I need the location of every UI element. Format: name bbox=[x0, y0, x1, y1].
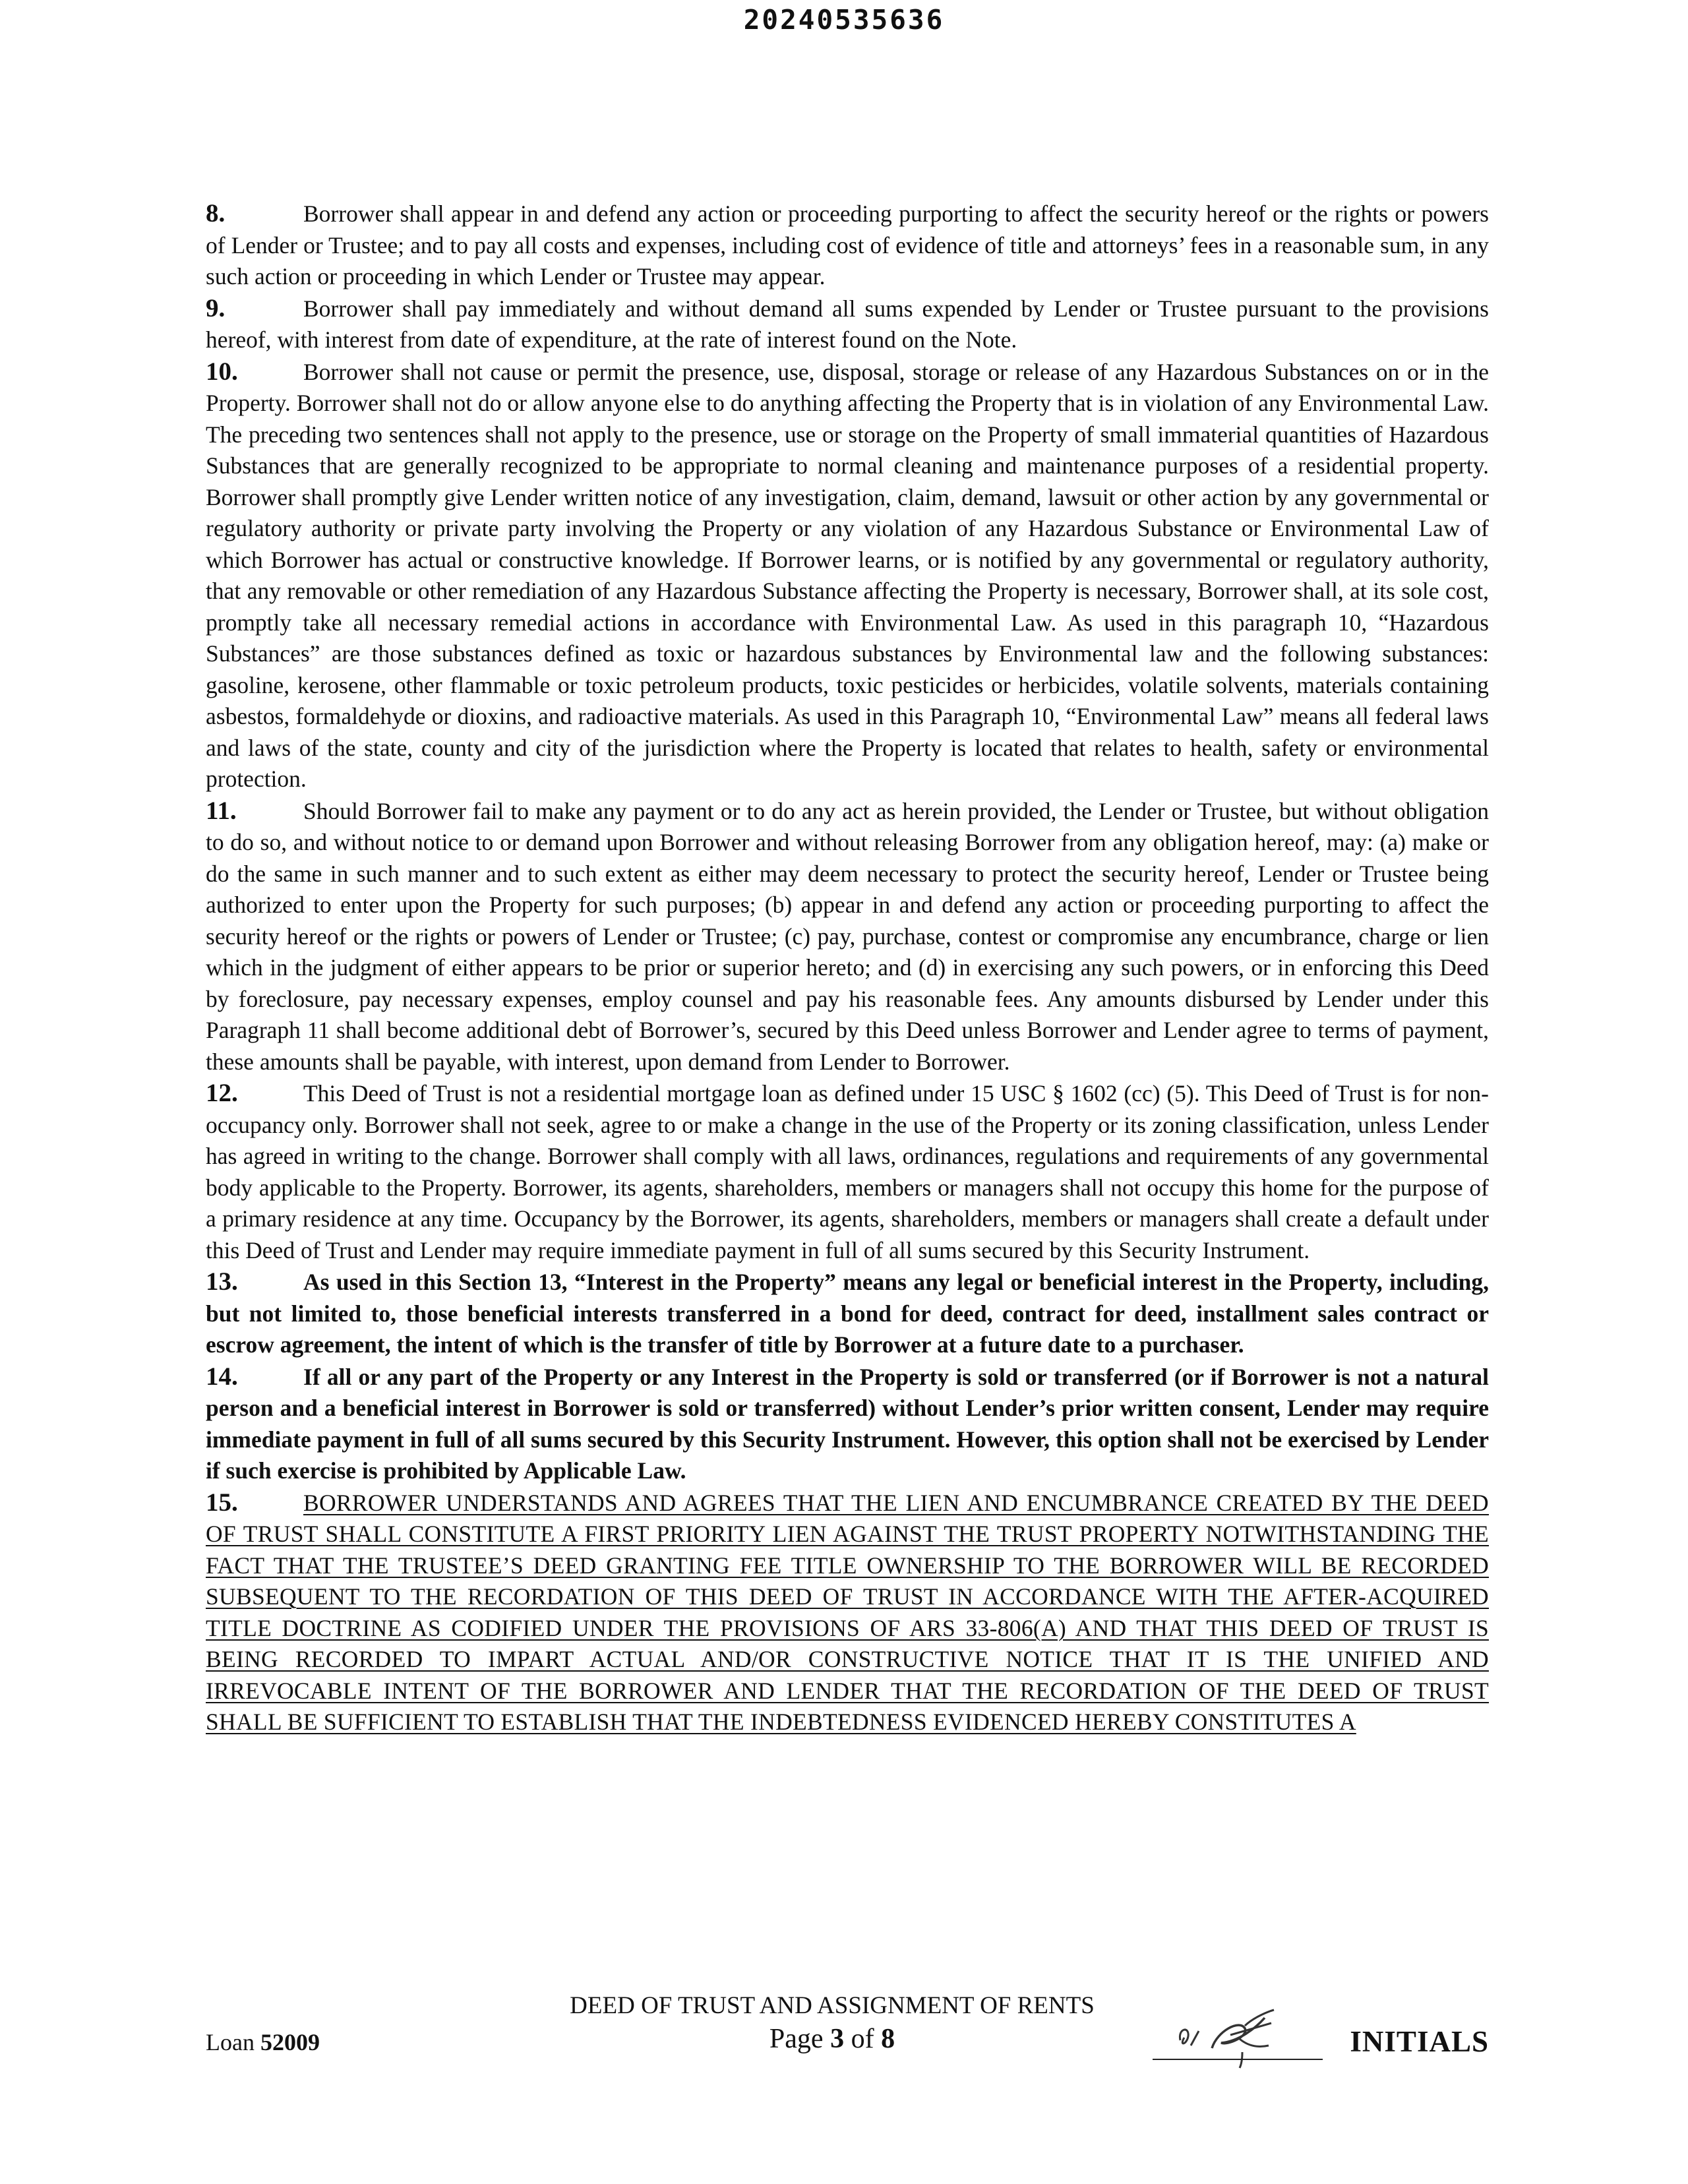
paragraph-number: 11. bbox=[206, 796, 237, 825]
paragraph-text: Should Borrower fail to make any payment or to do any act as herein provided, the Lender or Trustee, but without obligation to do so, and without notice to or demand upon Borrower and without releasing Borrower from any obligation hereof, may: (a) make or do the same in such manner and to such extent as either may deem necessary to protect the security hereof, Lender or Trustee being authorized to enter upon the Property for such purposes; (b) appear in and defend any action or proceeding purporting to affect the security hereof or the rights or powers of Lender or Trustee; (c) pay, purchase, contest or compromise any encumbrance, charge or lien which in the judgment of either appears to be prior or superior hereto; and (d) in exercising any such powers, or in enforcing this Deed by foreclosure, pay necessary expenses, employ counsel and pay his reasonable fees. Any amounts disbursed by Lender under this Paragraph 11 shall become additional debt of Borrower’s, secured by this Deed unless Borrower and Lender agree to terms of payment, these amounts shall be payable, with interest, upon demand from Lender to Borrower. bbox=[206, 797, 1489, 1075]
loan-label: Loan bbox=[206, 2029, 255, 2055]
paragraph-12 bbox=[206, 1077, 1489, 1266]
paragraph-number: 8. bbox=[206, 199, 226, 228]
paragraph-8 bbox=[206, 198, 1489, 293]
page-indicator bbox=[483, 2022, 1182, 2056]
paragraph-number: 12. bbox=[206, 1079, 238, 1107]
paragraph-number: 13. bbox=[206, 1267, 238, 1296]
paragraph-text-underlined: BORROWER UNDERSTANDS AND AGREES THAT THE LIEN AND ENCUMBRANCE CREATED BY THE DEED OF TRUST SHALL CONSTITUTE A FIRST PRIORITY LIEN AGAINST THE TRUST PROPERTY NOTWITHSTANDING THE FACT THAT THE TRUSTEE’S DEED GRANTING FEE TITLE OWNERSHIP TO THE BORROWER WILL BE RECORDED SUBSEQUENT TO THE RECORDATION OF THIS DEED OF TRUST IN ACCORDANCE WITH THE AFTER-ACQUIRED TITLE DOCTRINE AS CODIFIED UNDER THE PROVISIONS OF ARS 33-806(A) AND THAT THIS DEED OF TRUST IS BEING RECORDED TO IMPART ACTUAL AND/OR CONSTRUCTIVE NOTICE THAT IT IS THE UNIFIED AND IRREVOCABLE INTENT OF THE BORROWER AND LENDER THAT THE RECORDATION OF THE DEED OF TRUST SHALL BE SUFFICIENT TO ESTABLISH THAT THE INDEBTEDNESS EVIDENCED HEREBY CONSTITUTES A bbox=[206, 1489, 1489, 1735]
loan-reference bbox=[206, 2028, 320, 2056]
paragraph-text: Borrower shall appear in and defend any action or proceeding purporting to affect the security hereof or the rights or powers of Lender or Trustee; and to pay all costs and expenses, including cost of evidence of title and attorneys’ fees in a reasonable sum, in any such action or proceeding in which Lender or Trustee may appear. bbox=[206, 200, 1489, 289]
page-footer bbox=[206, 1990, 1489, 2076]
paragraph-text: As used in this Section 13, “Interest in the Property” means any legal or beneficial interest in the Property, including, but not limited to, those beneficial interests transferred in a bond for deed, contract for deed, installment sales contract or escrow agreement, the intent of which is the transfer of title by Borrower at a future date to a purchaser. bbox=[206, 1269, 1489, 1358]
paragraph-15 bbox=[206, 1487, 1489, 1738]
paragraph-10 bbox=[206, 356, 1489, 795]
document-body bbox=[206, 198, 1489, 1738]
loan-number: 52009 bbox=[260, 2029, 320, 2055]
initials-signature-icon bbox=[1166, 1999, 1317, 2072]
paragraph-text: Borrower shall not cause or permit the presence, use, disposal, storage or release of any Hazardous Substances on or in the Property. Borrower shall not do or allow anyone else to do anything affecting the Property that is in violation of any Environmental Law. The preceding two sentences shall not apply to the presence, use or storage on the Property of small immaterial quantities of Hazardous Substances that are generally recognized to be appropriate to normal cleaning and maintenance purposes of a residential property. Borrower shall promptly give Lender written notice of any investigation, claim, demand, lawsuit or other action by any governmental or regulatory authority or private party involving the Property or any violation of any Hazardous Substance or Environmental Law of which Borrower has actual or constructive knowledge. If Borrower learns, or is notified by any governmental or regulatory authority, that any removable or other remediation of any Hazardous Substance affecting the Property is necessary, Borrower shall, at its sole cost, promptly take all necessary remedial actions in accordance with Environmental Law. As used in this paragraph 10, “Hazardous Substances” are those substances defined as toxic or hazardous substances by Environmental law and the following substances: gasoline, kerosene, other flammable or toxic petroleum products, toxic pesticides or herbicides, volatile solvents, materials containing asbestos, formaldehyde or dioxins, and radioactive materials. As used in this Paragraph 10, “Environmental Law” means all federal laws and laws of the state, county and city of the jurisdiction where the Property is located that relates to health, safety or environmental protection. bbox=[206, 358, 1489, 792]
paragraph-11 bbox=[206, 795, 1489, 1078]
paragraph-text: If all or any part of the Property or any Interest in the Property is sold or transferred (or if Borrower is not a natural person and a beneficial interest in Borrower is sold or transferred) without Lender’s prior written consent, Lender may require immediate payment in full of all sums secured by this Security Instrument. However, this option shall not be exercised by Lender if such exercise is prohibited by Applicable Law. bbox=[206, 1363, 1489, 1484]
footer-center bbox=[483, 1990, 1182, 2056]
initials-block bbox=[1153, 2003, 1489, 2069]
paragraph-14 bbox=[206, 1361, 1489, 1487]
paragraph-9 bbox=[206, 293, 1489, 356]
page-current: 3 bbox=[830, 2024, 845, 2054]
initials-line bbox=[1153, 2059, 1323, 2060]
initials-label: INITIALS bbox=[1350, 2025, 1489, 2058]
paragraph-number: 10. bbox=[206, 357, 238, 386]
paragraph-number: 15. bbox=[206, 1488, 238, 1517]
document-title: DEED OF TRUST AND ASSIGNMENT OF RENTS bbox=[570, 1992, 1095, 2019]
paragraph-text: Borrower shall pay immediately and without demand all sums expended by Lender or Trustee pursuant to the provisions hereof, with interest from date of expenditure, at the rate of interest found on the Note. bbox=[206, 295, 1489, 353]
paragraph-number: 9. bbox=[206, 293, 226, 322]
recording-number: 20240535636 bbox=[743, 4, 945, 36]
paragraph-text: This Deed of Trust is not a residential mortgage loan as defined under 15 USC § 1602 (cc) (5). This Deed of Trust is for non-occupancy only. Borrower shall not seek, agree to or make a change in the use of the Property or its zoning classification, unless Lender has agreed in writing to the change. Borrower shall comply with all laws, ordinances, regulations and requirements of any governmental body applicable to the Property. Borrower, its agents, shareholders, members or managers shall not occupy this home for the purpose of a primary residence at any time. Occupancy by the Borrower, its agents, shareholders, members or managers shall create a default under this Deed of Trust and Lender may require immediate payment in full of all sums secured by this Security Instrument. bbox=[206, 1080, 1489, 1263]
page-of: of bbox=[851, 2024, 874, 2054]
paragraph-number: 14. bbox=[206, 1362, 238, 1391]
paragraph-13 bbox=[206, 1266, 1489, 1361]
page-word: Page bbox=[769, 2024, 824, 2054]
page-total: 8 bbox=[881, 2024, 895, 2054]
